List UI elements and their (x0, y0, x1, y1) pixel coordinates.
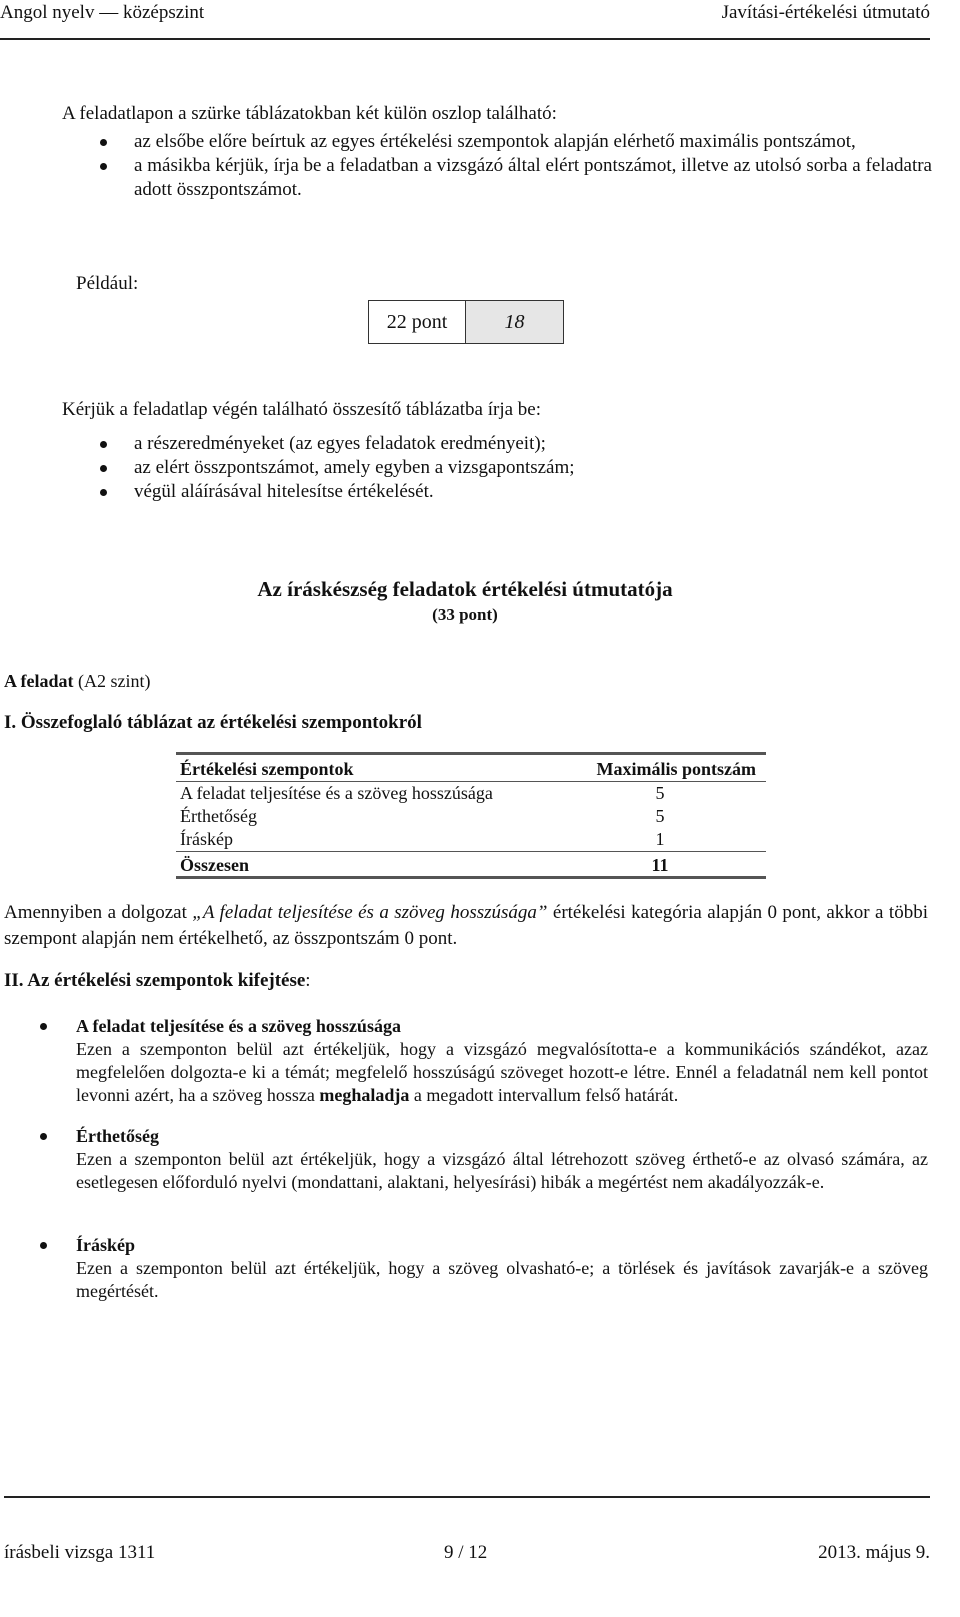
criterion-body (76, 1148, 928, 1194)
criterion-body-bold: meghaladja (319, 1085, 410, 1105)
footer-divider (4, 1496, 930, 1498)
header-subject: Angol nyelv — középszint (0, 2, 205, 23)
summary-bullet-2: az elért összpontszámot, amely egyben a vizsgapontszám; (62, 456, 932, 480)
section-points: (33 pont) (432, 605, 498, 624)
explanation-heading-text: II. Az értékelési szempontok kifejtése (4, 970, 306, 991)
bullet-icon (40, 1023, 47, 1030)
criterion-title: A feladat teljesítése és a szöveg hosszúsága (76, 1016, 401, 1036)
intro-bullet-1: az elsőbe előre beírtuk az egyes értékelési szempontok alapján elérhető maximális pontszámot, (62, 130, 932, 154)
bullet-icon (40, 1242, 47, 1249)
table-row (176, 828, 766, 851)
criterion-body-text: Ezen a szemponton belül azt értékeljük, hogy a szöveg olvasható-e; a törlések és javítások zavarják-e a szöveg megértését. (76, 1258, 928, 1301)
table-total-row (176, 852, 766, 876)
criterion-body-tail: a megadott intervallum felső határát. (409, 1085, 679, 1105)
table-row (176, 805, 766, 828)
header-divider (0, 38, 930, 40)
intro-bullets (62, 130, 932, 202)
criterion-title: Érthetőség (76, 1126, 159, 1146)
bullet-icon (40, 1133, 47, 1140)
intro-section (62, 102, 932, 202)
table-header-criteria: Értékelési szempontok (180, 759, 354, 779)
criterion-body (76, 1038, 928, 1107)
summary-bullet-3: végül aláírásával hitelesítse értékelését. (62, 480, 932, 504)
explanation-heading-colon: : (305, 970, 311, 991)
note-after: értékelési kategória alapján 0 pont, akkor a többi szempont alapján nem értékelhető, az összpontszám 0 pont. (4, 902, 928, 949)
summary-bullet-1: a részeredményeket (az egyes feladatok eredményeit); (62, 432, 932, 456)
criteria-table (176, 752, 766, 879)
page-header (0, 0, 960, 40)
task-label (4, 669, 150, 693)
example-label: Például: (76, 273, 139, 294)
criterion-body (76, 1257, 928, 1303)
table-cell-criterion: A feladat teljesítése és a szöveg hosszúsága (180, 783, 493, 803)
task-label-bold: A feladat (4, 671, 74, 691)
explanation-heading (4, 969, 311, 993)
table-heading: I. Összefoglaló táblázat az értékelési szempontokról (4, 712, 422, 733)
criterion-title: Íráskép (76, 1235, 136, 1255)
table-total-value: 11 (651, 855, 669, 875)
table-cell-max: 5 (655, 806, 665, 826)
intro-text: A feladatlapon a szürke táblázatokban két külön oszlop található: (62, 103, 557, 124)
summary-text: Kérjük a feladatlap végén található összesítő táblázatba írja be: (62, 399, 542, 420)
table-cell-max: 5 (655, 783, 665, 803)
table-header-max: Maximális pontszám (596, 759, 756, 779)
summary-bullets (62, 432, 932, 504)
criterion-body-text: Ezen a szemponton belül azt értékeljük, hogy a vizsgázó megvalósította-e a kommunikációs szándékot, azaz megfelelően dolgozta-e ki a témát; megfelelő hosszúságú szöveget hozott-e létre. Ennél a feladatnál nem kell pontot levonni azért, ha a szöveg hossza (76, 1039, 928, 1105)
intro-bullet-2: a másikba kérjük, írja be a feladatban a vizsgázó által elért pontszámot, illetve az utolsó sorba a feladatra adott összpontszámot. (62, 154, 932, 202)
example-score-box (368, 300, 564, 344)
criterion-body-text: Ezen a szemponton belül azt értékeljük, hogy a vizsgázó által létrehozott szöveg érthető-e az olvasó számára, az esetlegesen előforduló nyelvi (mondattani, alaktani, helyesírási) hibák a megértést nem akadályozzák-e. (76, 1149, 928, 1192)
section-title: Az íráskészség feladatok értékelési útmutatója (257, 577, 673, 601)
note-italic: „A feladat teljesítése és a szöveg hosszúsága” (192, 902, 548, 923)
example-max-points: 22 pont (369, 301, 466, 343)
footer-exam-code: írásbeli vizsga 1311 (4, 1542, 156, 1563)
footer-date: 2013. május 9. (818, 1542, 930, 1563)
example-achieved-points: 18 (466, 301, 563, 343)
zero-point-note (4, 900, 928, 952)
table-row (176, 782, 766, 805)
table-cell-criterion: Érthetőség (180, 806, 257, 826)
task-label-level: (A2 szint) (73, 671, 151, 691)
table-header-row (176, 755, 766, 781)
footer-page-number: 9 / 12 (444, 1542, 488, 1563)
note-before: Amennyiben a dolgozat (4, 902, 193, 923)
table-cell-max: 1 (655, 829, 665, 849)
table-total-label: Összesen (180, 855, 249, 875)
table-cell-criterion: Íráskép (180, 829, 233, 849)
header-doc-type: Javítási-értékelési útmutató (721, 2, 930, 23)
summary-section (62, 398, 932, 504)
